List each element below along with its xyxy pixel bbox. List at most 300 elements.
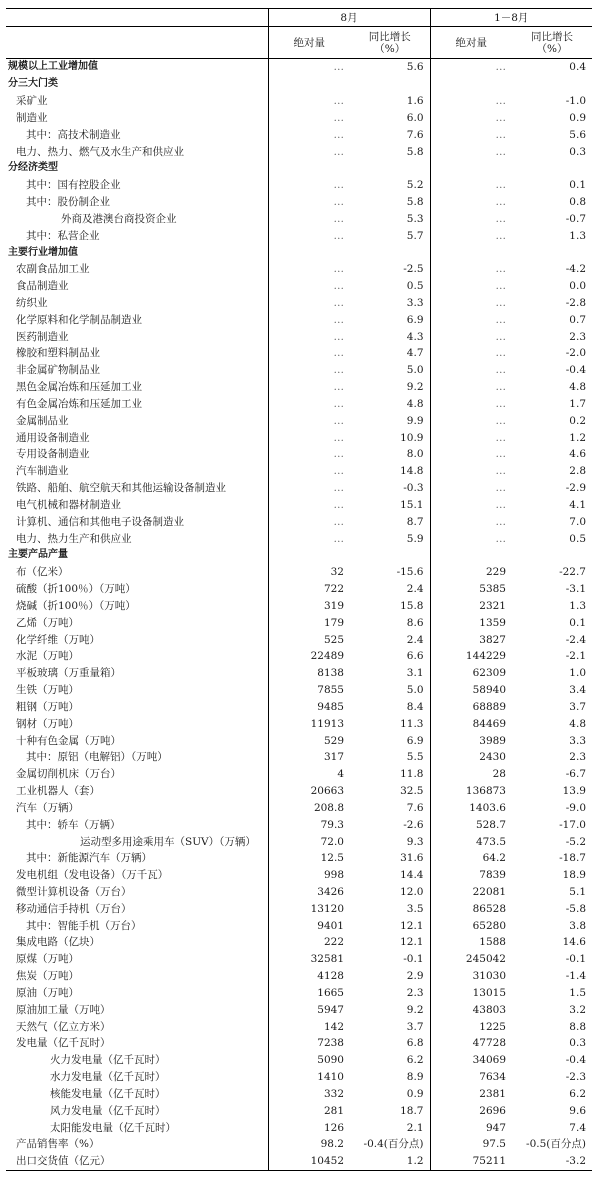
ytd-absolute-cell: 1403.6	[430, 799, 512, 816]
month-absolute-cell: 5090	[268, 1052, 350, 1069]
row-label: 制造业	[16, 111, 48, 124]
month-absolute-cell: …	[268, 177, 350, 194]
month-absolute-cell: …	[268, 530, 350, 547]
ytd-growth-cell: 0.4	[569, 61, 586, 74]
row-label: 平板玻璃（万重量箱）	[16, 667, 121, 680]
growth-label-line2: （%）	[374, 42, 406, 55]
month-absolute-cell: 126	[268, 1119, 350, 1136]
ytd-absolute-cell: 245042	[430, 951, 512, 968]
row-label: 集成电路（亿块）	[16, 936, 100, 949]
ytd-absolute-cell: 22081	[430, 884, 512, 901]
ytd-growth-cell	[512, 547, 592, 564]
month-absolute-cell: …	[268, 328, 350, 345]
month-growth-cell: -2.6	[403, 818, 424, 831]
table-body	[6, 59, 592, 1171]
month-absolute-cell: 20663	[268, 783, 350, 800]
header-ytd-growth	[512, 27, 592, 59]
table-row	[6, 783, 592, 800]
month-growth-cell: 5.8	[406, 196, 424, 209]
month-growth-cell: 5.8	[406, 145, 424, 158]
month-absolute-cell	[268, 160, 350, 177]
table-header	[6, 9, 592, 59]
month-growth-cell: -2.5	[403, 263, 424, 276]
row-label: 金属制品业	[16, 414, 69, 427]
ytd-growth-cell: 0.2	[569, 414, 586, 427]
month-growth-cell: 2.1	[406, 1121, 424, 1134]
month-growth-cell: 11.3	[400, 717, 424, 730]
month-absolute-cell: …	[268, 261, 350, 278]
growth-label-line1: 同比增长	[531, 30, 573, 43]
month-absolute-cell: 8138	[268, 665, 350, 682]
table-row	[6, 1018, 592, 1035]
row-label: 规模以上工业增加值	[8, 61, 98, 73]
row-label: 分三大门类	[8, 78, 58, 90]
header-month-growth	[350, 27, 430, 59]
month-growth-cell: 5.7	[406, 229, 424, 242]
table-row	[6, 93, 592, 110]
ytd-absolute-cell: 28	[430, 766, 512, 783]
ytd-absolute-cell: 1225	[430, 1018, 512, 1035]
row-label: 发电量（亿千瓦时）	[16, 1037, 111, 1050]
row-label: 其中：私营企业	[26, 229, 100, 242]
table-row	[6, 951, 592, 968]
row-label: 火力发电量（亿千瓦时）	[50, 1054, 166, 1067]
month-absolute-cell: 10452	[268, 1153, 350, 1170]
row-label: 采矿业	[16, 95, 48, 108]
month-absolute-cell: 13120	[268, 900, 350, 917]
table-row	[6, 917, 592, 934]
month-absolute-cell: …	[268, 396, 350, 413]
row-label: 其中：智能手机（万台）	[26, 919, 142, 932]
month-growth-cell: 9.3	[406, 835, 424, 848]
row-label: 医药制造业	[16, 330, 69, 343]
table-row	[6, 564, 592, 581]
month-absolute-cell: 317	[268, 749, 350, 766]
ytd-absolute-cell: 7634	[430, 1069, 512, 1086]
ytd-growth-cell: -2.0	[565, 347, 586, 360]
ytd-growth-cell: 4.8	[569, 381, 586, 394]
table-row	[6, 261, 592, 278]
ytd-growth-cell: -3.1	[565, 583, 586, 596]
month-growth-cell: 8.7	[406, 515, 424, 528]
ytd-absolute-cell: 86528	[430, 900, 512, 917]
ytd-growth-cell: -9.0	[565, 801, 586, 814]
ytd-growth-cell: 9.6	[569, 1104, 586, 1117]
table-row	[6, 581, 592, 598]
ytd-absolute-cell: 5385	[430, 581, 512, 598]
row-label: 移动通信手持机（万台）	[16, 902, 132, 915]
table-row	[6, 328, 592, 345]
table-row	[6, 1069, 592, 1086]
row-label: 纺织业	[16, 297, 48, 309]
month-absolute-cell: 7238	[268, 1035, 350, 1052]
ytd-growth-cell: 7.0	[569, 515, 586, 528]
row-label: 其中：新能源汽车（万辆）	[26, 852, 152, 865]
table-row	[6, 867, 592, 884]
month-growth-cell: 6.6	[406, 650, 424, 663]
month-absolute-cell: 32581	[268, 951, 350, 968]
month-absolute-cell: 1665	[268, 985, 350, 1002]
ytd-growth-cell: 4.8	[569, 717, 586, 730]
table-row	[6, 210, 592, 227]
month-absolute-cell: 7855	[268, 682, 350, 699]
ytd-growth-cell: -1.0	[565, 95, 586, 108]
ytd-absolute-cell: …	[430, 109, 512, 126]
ytd-absolute-cell: 3989	[430, 732, 512, 749]
row-label: 生铁（万吨）	[16, 684, 79, 697]
ytd-growth-cell: 0.8	[569, 196, 586, 209]
ytd-absolute-cell: …	[430, 362, 512, 379]
month-growth-cell: -0.4(百分点)	[363, 1138, 424, 1151]
month-absolute-cell: 32	[268, 564, 350, 581]
ytd-absolute-cell: 58940	[430, 682, 512, 699]
table-row	[6, 682, 592, 699]
table-row	[6, 126, 592, 143]
month-growth-cell: 5.0	[406, 364, 424, 377]
ytd-absolute-cell: …	[430, 463, 512, 480]
month-growth-cell: 9.2	[406, 1003, 424, 1016]
month-absolute-cell: …	[268, 295, 350, 312]
ytd-absolute-cell: 3827	[430, 631, 512, 648]
ytd-absolute-cell: 13015	[430, 985, 512, 1002]
row-label: 汽车（万辆）	[16, 801, 79, 814]
month-absolute-cell: …	[268, 463, 350, 480]
row-label: 电力、热力生产和供应业	[16, 532, 132, 545]
ytd-growth-cell: 0.7	[569, 313, 586, 326]
month-growth-cell: 11.8	[400, 768, 424, 781]
ytd-absolute-cell: 528.7	[430, 816, 512, 833]
row-label: 其中：轿车（万辆）	[26, 818, 121, 831]
ytd-absolute-cell: 7839	[430, 867, 512, 884]
row-label: 运动型多用途乘用车（SUV）（万辆）	[80, 835, 256, 848]
table-row	[6, 227, 592, 244]
table-row	[6, 513, 592, 530]
ytd-growth-cell: -0.5(百分点)	[526, 1138, 586, 1151]
row-label: 铁路、船舶、航空航天和其他运输设备制造业	[16, 482, 226, 495]
row-label: 食品制造业	[16, 280, 69, 293]
ytd-growth-cell: 2.3	[569, 330, 586, 343]
row-label: 橡胶和塑料制品业	[16, 347, 100, 360]
ytd-growth-cell: 1.5	[569, 986, 586, 999]
month-growth-cell: 4.8	[406, 397, 424, 410]
ytd-absolute-cell: …	[430, 126, 512, 143]
month-growth-cell: 5.0	[406, 684, 424, 697]
row-label: 风力发电量（亿千瓦时）	[50, 1104, 166, 1117]
row-label: 化学纤维（万吨）	[16, 633, 100, 646]
ytd-absolute-cell: 136873	[430, 783, 512, 800]
row-label: 电力、热力、燃气及水生产和供应业	[16, 145, 184, 158]
row-label: 原油加工量（万吨）	[16, 1003, 111, 1016]
ytd-growth-cell: 4.6	[569, 448, 586, 461]
table-row	[6, 1136, 592, 1153]
ytd-absolute-cell: …	[430, 412, 512, 429]
table-row	[6, 1102, 592, 1119]
month-absolute-cell: …	[268, 345, 350, 362]
table-row	[6, 598, 592, 615]
month-growth-cell: 5.2	[406, 179, 424, 192]
row-label: 其中：原铝（电解铝）（万吨）	[26, 751, 168, 764]
row-label: 微型计算机设备（万台）	[16, 885, 132, 898]
row-label: 乙烯（万吨）	[16, 616, 79, 629]
header-month: 8月	[268, 9, 430, 27]
ytd-absolute-cell: 43803	[430, 1001, 512, 1018]
month-growth-cell: 6.9	[406, 734, 424, 747]
ytd-absolute-cell: …	[430, 278, 512, 295]
row-label: 硫酸（折100％）（万吨）	[16, 583, 136, 596]
ytd-growth-cell: 18.9	[562, 869, 586, 882]
month-growth-cell: 6.0	[406, 111, 424, 124]
month-growth-cell: 4.3	[406, 330, 424, 343]
ytd-growth-cell: 0.3	[569, 145, 586, 158]
month-growth-cell: 8.4	[406, 700, 424, 713]
ytd-growth-cell: 0.3	[569, 1037, 586, 1050]
header-month-absolute: 绝对量	[268, 27, 350, 59]
month-absolute-cell: 79.3	[268, 816, 350, 833]
month-growth-cell: 14.4	[400, 869, 424, 882]
month-absolute-cell: …	[268, 278, 350, 295]
row-label: 其中：股份制企业	[26, 196, 110, 209]
ytd-absolute-cell: …	[430, 295, 512, 312]
table-row	[6, 76, 592, 93]
month-growth-cell	[350, 244, 430, 261]
row-label: 出口交货值（亿元）	[6, 1153, 268, 1170]
month-absolute-cell: 281	[268, 1102, 350, 1119]
ytd-absolute-cell: …	[430, 227, 512, 244]
ytd-absolute-cell: 144229	[430, 648, 512, 665]
ytd-absolute-cell: …	[430, 530, 512, 547]
row-label: 化学原料和化学制品制造业	[16, 313, 142, 326]
month-absolute-cell	[268, 76, 350, 93]
month-growth-cell: 2.9	[406, 970, 424, 983]
month-growth-cell: 5.9	[406, 532, 424, 545]
month-growth-cell: 8.9	[406, 1071, 424, 1084]
table-row	[6, 429, 592, 446]
month-absolute-cell: 179	[268, 614, 350, 631]
ytd-growth-cell: -5.8	[565, 902, 586, 915]
row-label: 天然气（亿立方米）	[16, 1020, 111, 1033]
ytd-growth-cell: 2.8	[569, 465, 586, 478]
table-row	[6, 379, 592, 396]
month-absolute-cell: 22489	[268, 648, 350, 665]
ytd-growth-cell: 14.6	[562, 936, 586, 949]
header-ytd-absolute: 绝对量	[430, 27, 512, 59]
ytd-absolute-cell: 2321	[430, 598, 512, 615]
ytd-absolute-cell	[430, 160, 512, 177]
table-row	[6, 1001, 592, 1018]
month-growth-cell	[350, 547, 430, 564]
table-row	[6, 614, 592, 631]
row-label: 黑色金属冶炼和压延加工业	[16, 381, 142, 394]
row-label: 计算机、通信和其他电子设备制造业	[16, 515, 184, 528]
month-absolute-cell: 208.8	[268, 799, 350, 816]
row-label: 其中：国有控股企业	[26, 179, 121, 192]
month-absolute-cell: 4128	[268, 968, 350, 985]
ytd-growth-cell: -17.0	[559, 818, 586, 831]
row-label: 核能发电量（亿千瓦时）	[50, 1087, 166, 1100]
ytd-growth-cell: 7.4	[569, 1121, 586, 1134]
month-growth-cell: 31.6	[400, 852, 424, 865]
row-label: 太阳能发电量（亿千瓦时）	[50, 1121, 176, 1134]
month-growth-cell	[350, 160, 430, 177]
row-label: 分经济类型	[8, 162, 58, 174]
ytd-absolute-cell: …	[430, 328, 512, 345]
month-growth-cell: 32.5	[400, 785, 424, 798]
month-absolute-cell: 332	[268, 1086, 350, 1103]
table-row	[6, 530, 592, 547]
month-growth-cell: -0.3	[403, 482, 424, 495]
ytd-absolute-cell: 65280	[430, 917, 512, 934]
ytd-growth-cell: 0.1	[569, 616, 586, 629]
row-label: 粗钢（万吨）	[16, 700, 79, 713]
row-label: 有色金属冶炼和压延加工业	[16, 397, 142, 410]
ytd-absolute-cell: …	[430, 497, 512, 514]
ytd-growth-cell: 3.7	[569, 700, 586, 713]
ytd-growth-cell: 1.3	[569, 229, 586, 242]
ytd-growth-cell: 3.4	[569, 684, 586, 697]
month-absolute-cell: …	[268, 513, 350, 530]
table-row	[6, 985, 592, 1002]
month-absolute-cell: …	[268, 93, 350, 110]
ytd-growth-cell	[512, 160, 592, 177]
ytd-absolute-cell: 1359	[430, 614, 512, 631]
ytd-growth-cell: 0.5	[569, 532, 586, 545]
table-row	[6, 648, 592, 665]
month-absolute-cell: 4	[268, 766, 350, 783]
row-label: 产品销售率（%）	[16, 1138, 100, 1151]
ytd-absolute-cell: 1588	[430, 934, 512, 951]
row-label: 钢材（万吨）	[16, 717, 79, 730]
month-growth-cell: 5.5	[406, 751, 424, 764]
month-growth-cell: 7.6	[406, 128, 424, 141]
table-row	[6, 1035, 592, 1052]
ytd-absolute-cell: 34069	[430, 1052, 512, 1069]
month-growth-cell: 2.3	[406, 986, 424, 999]
table-row	[6, 1153, 592, 1170]
month-absolute-cell: 5947	[268, 1001, 350, 1018]
month-absolute-cell: 98.2	[268, 1136, 350, 1153]
ytd-absolute-cell: …	[430, 513, 512, 530]
month-absolute-cell: 529	[268, 732, 350, 749]
month-growth-cell: 1.2	[350, 1153, 430, 1170]
table-row	[6, 715, 592, 732]
month-growth-cell: 8.6	[406, 616, 424, 629]
month-growth-cell: -0.1	[403, 953, 424, 966]
month-growth-cell: 5.6	[406, 61, 424, 74]
month-absolute-cell: …	[268, 497, 350, 514]
ytd-growth-cell: -3.2	[512, 1153, 592, 1170]
ytd-growth-cell	[512, 244, 592, 261]
row-label: 发电机组（发电设备）（万千瓦）	[16, 869, 169, 882]
row-label: 工业机器人（套）	[16, 785, 100, 798]
row-label: 农副食品加工业	[16, 263, 90, 276]
ytd-absolute-cell: 84469	[430, 715, 512, 732]
ytd-absolute-cell	[430, 244, 512, 261]
table-row	[6, 749, 592, 766]
ytd-growth-cell: 0.0	[569, 280, 586, 293]
month-growth-cell: 12.0	[400, 885, 424, 898]
row-label: 布（亿米）	[16, 566, 69, 579]
row-label: 原煤（万吨）	[16, 953, 79, 966]
ytd-absolute-cell	[430, 76, 512, 93]
table-row	[6, 345, 592, 362]
month-growth-cell	[350, 76, 430, 93]
table-row	[6, 480, 592, 497]
month-absolute-cell: 3426	[268, 884, 350, 901]
month-growth-cell: 2.4	[406, 583, 424, 596]
ytd-absolute-cell: 2381	[430, 1086, 512, 1103]
ytd-absolute-cell: …	[430, 446, 512, 463]
ytd-absolute-cell: 97.5	[430, 1136, 512, 1153]
table-row	[6, 665, 592, 682]
month-growth-cell: 0.5	[406, 280, 424, 293]
table-row	[6, 59, 592, 76]
table-row	[6, 799, 592, 816]
row-label: 汽车制造业	[16, 465, 69, 478]
table-row	[6, 732, 592, 749]
industrial-output-table	[6, 8, 592, 1171]
ytd-absolute-cell: 68889	[430, 698, 512, 715]
table-row	[6, 446, 592, 463]
table-row	[6, 463, 592, 480]
month-growth-cell: 14.8	[400, 465, 424, 478]
month-growth-cell: 12.1	[400, 919, 424, 932]
month-absolute-cell: …	[268, 59, 350, 76]
table-row	[6, 884, 592, 901]
table-row	[6, 547, 592, 564]
ytd-growth-cell: 1.3	[569, 599, 586, 612]
month-absolute-cell: 319	[268, 598, 350, 615]
ytd-absolute-cell: …	[430, 345, 512, 362]
month-growth-cell: 10.9	[400, 431, 424, 444]
row-label: 水力发电量（亿千瓦时）	[50, 1071, 166, 1084]
month-absolute-cell: …	[268, 362, 350, 379]
table-row	[6, 968, 592, 985]
header-ytd: 1－8月	[430, 9, 592, 27]
month-absolute-cell: …	[268, 379, 350, 396]
ytd-growth-cell: 1.2	[569, 431, 586, 444]
ytd-growth-cell: -0.7	[565, 212, 586, 225]
month-growth-cell: 8.0	[406, 448, 424, 461]
table-row	[6, 194, 592, 211]
ytd-absolute-cell: …	[430, 429, 512, 446]
ytd-growth-cell: -1.4	[565, 970, 586, 983]
ytd-absolute-cell: …	[430, 379, 512, 396]
month-growth-cell: 3.1	[406, 667, 424, 680]
table-row	[6, 1086, 592, 1103]
ytd-growth-cell: 5.1	[569, 885, 586, 898]
ytd-absolute-cell: …	[430, 194, 512, 211]
month-absolute-cell: 222	[268, 934, 350, 951]
table-row	[6, 900, 592, 917]
month-growth-cell: 9.2	[406, 381, 424, 394]
table-row	[6, 816, 592, 833]
ytd-growth-cell: -2.4	[565, 633, 586, 646]
month-absolute-cell: 1410	[268, 1069, 350, 1086]
ytd-absolute-cell: 947	[430, 1119, 512, 1136]
month-growth-cell: 6.2	[406, 1054, 424, 1067]
table-row	[6, 311, 592, 328]
month-growth-cell: 18.7	[400, 1104, 424, 1117]
ytd-growth-cell: 3.2	[569, 1003, 586, 1016]
ytd-growth-cell: -2.9	[565, 482, 586, 495]
month-absolute-cell: …	[268, 446, 350, 463]
month-growth-cell: 6.8	[406, 1037, 424, 1050]
table-row	[6, 833, 592, 850]
ytd-growth-cell: 1.7	[569, 397, 586, 410]
month-absolute-cell	[268, 244, 350, 261]
month-absolute-cell: 11913	[268, 715, 350, 732]
row-label: 外商及港澳台商投资企业	[61, 212, 177, 225]
